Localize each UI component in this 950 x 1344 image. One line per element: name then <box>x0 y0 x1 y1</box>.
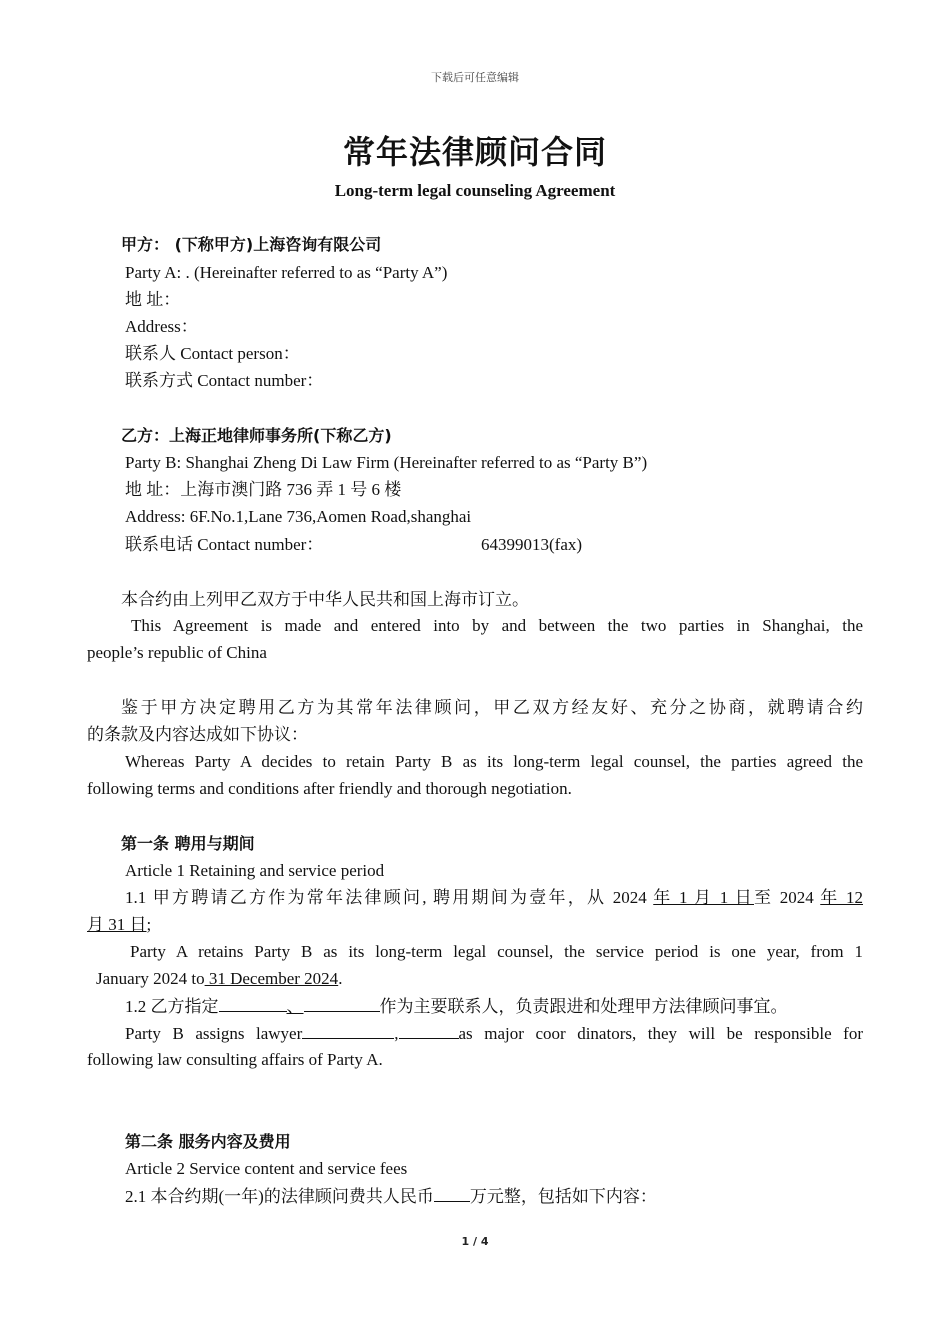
clause-2-1-text-a: 2.1 本合约期(一年)的法律顾问费共人民币 <box>125 1187 434 1206</box>
clause-1-1-en-line-1: Party A retains Party B as its long-term legal counsel, the service period is one year, from 1 <box>130 942 863 961</box>
party-a-address-cn: 地 址： <box>125 290 181 309</box>
intro-cn: 本合约由上列甲乙双方于中华人民共和国上海市订立。 <box>121 590 529 609</box>
clause-1-1-end-date-a: 年 12 <box>820 888 863 907</box>
party-b-line-en: Party B: Shanghai Zheng Di Law Firm (Hereinafter referred to as “Party B”) <box>125 453 648 472</box>
clause-1-1-cn-line-2 <box>87 914 151 936</box>
document-title: 常年法律顾问合同 <box>342 133 607 171</box>
clause-1-1-en-text-a: January 2024 to <box>96 969 205 988</box>
lawyer-1-blank[interactable] <box>219 995 287 1012</box>
clause-1-2-en-line-2: following law consulting affairs of Party A. <box>87 1050 383 1069</box>
party-a-contact-person: 联系人 Contact person： <box>125 344 300 363</box>
intro-en-line-2: people’s republic of China <box>87 643 267 662</box>
clause-1-2-en-line-1 <box>125 1022 863 1045</box>
clause-1-1-en-end-date: 31 December 2024 <box>204 969 339 988</box>
lawyer-2-blank[interactable] <box>304 995 380 1012</box>
clause-1-2-en-separator: , <box>394 1024 399 1043</box>
party-b-address-en: Address: 6F.No.1,Lane 736,Aomen Road,shanghai <box>125 507 472 526</box>
lawyer-en-1-blank[interactable] <box>302 1022 394 1039</box>
party-a-line-en: Party A: . (Hereinafter referred to as “Party A”) <box>125 263 448 282</box>
lawyer-en-2-blank[interactable] <box>399 1022 459 1039</box>
party-a-address-en: Address： <box>125 317 198 336</box>
clause-1-1-en-line-2 <box>96 968 342 990</box>
clause-1-1-text-b: 至 2024 <box>754 888 821 907</box>
clause-1-2-en-text-a: Party B assigns lawyer <box>125 1024 303 1043</box>
clause-1-2-separator: 、 <box>286 997 304 1016</box>
clause-2-1 <box>125 1185 657 1208</box>
party-b-heading: 乙方：上海正地律师事务所(下称乙方) <box>121 426 392 445</box>
document-subtitle: Long-term legal counseling Agreement <box>334 181 616 200</box>
party-b-contact-value: 64399013(fax) <box>481 535 583 554</box>
whereas-cn-line-2: 的条款及内容达成如下协议： <box>87 725 308 744</box>
party-b-address-cn: 地 址：上海市澳门路 736 弄 1 号 6 楼 <box>125 480 402 499</box>
fee-amount-blank[interactable] <box>434 1185 470 1202</box>
article-2-heading: 第二条 服务内容及费用 <box>125 1132 291 1151</box>
whereas-en-line-1: Whereas Party A decides to retain Party B as its long-term legal counsel, the parties agreed the <box>125 752 863 771</box>
clause-1-2-en-text-b: as major coor dinators, they will be responsible for <box>458 1024 863 1043</box>
party-a-contact-number: 联系方式 Contact number： <box>125 371 324 390</box>
article-2-title-en: Article 2 Service content and service fees <box>125 1159 408 1178</box>
clause-1-1-cn-line-1 <box>125 887 863 909</box>
clause-2-1-text-b: 万元整，包括如下内容： <box>469 1187 657 1206</box>
article-1-title-en: Article 1 Retaining and service period <box>125 861 385 880</box>
clause-1-1-text-a: 1.1 甲方聘请乙方作为常年法律顾问, 聘用期间为壹年，从 2024 <box>125 888 654 907</box>
clause-1-1-text-c: ; <box>146 915 152 934</box>
party-b-contact-label: 联系电话 Contact number： <box>125 535 324 554</box>
clause-1-1-en-text-b: . <box>338 969 343 988</box>
clause-1-1-start-date: 年 1 月 1 日 <box>653 888 754 907</box>
clause-1-2-text-a: 1.2 乙方指定 <box>125 997 219 1016</box>
page-number: 1 / 4 <box>461 1235 489 1248</box>
article-1-heading: 第一条 聘用与期间 <box>121 834 255 853</box>
header-note: 下载后可任意编辑 <box>431 71 519 84</box>
clause-1-2-text-b: 作为主要联系人，负责跟进和处理甲方法律顾问事宜。 <box>379 997 788 1016</box>
whereas-en-line-2: following terms and conditions after friendly and thorough negotiation. <box>87 779 572 798</box>
clause-1-1-end-date-b: 月 31 日 <box>87 915 147 934</box>
whereas-cn-line-1: 鉴于甲方决定聘用乙方为其常年法律顾问，甲乙双方经友好、充分之协商，就聘请合约 <box>121 698 863 717</box>
clause-1-2-cn <box>125 995 788 1018</box>
intro-en-line-1: This Agreement is made and entered into by and between the two parties in Shanghai, the <box>131 616 863 635</box>
party-a-heading: 甲方： (下称甲方)上海咨询有限公司 <box>121 235 382 254</box>
